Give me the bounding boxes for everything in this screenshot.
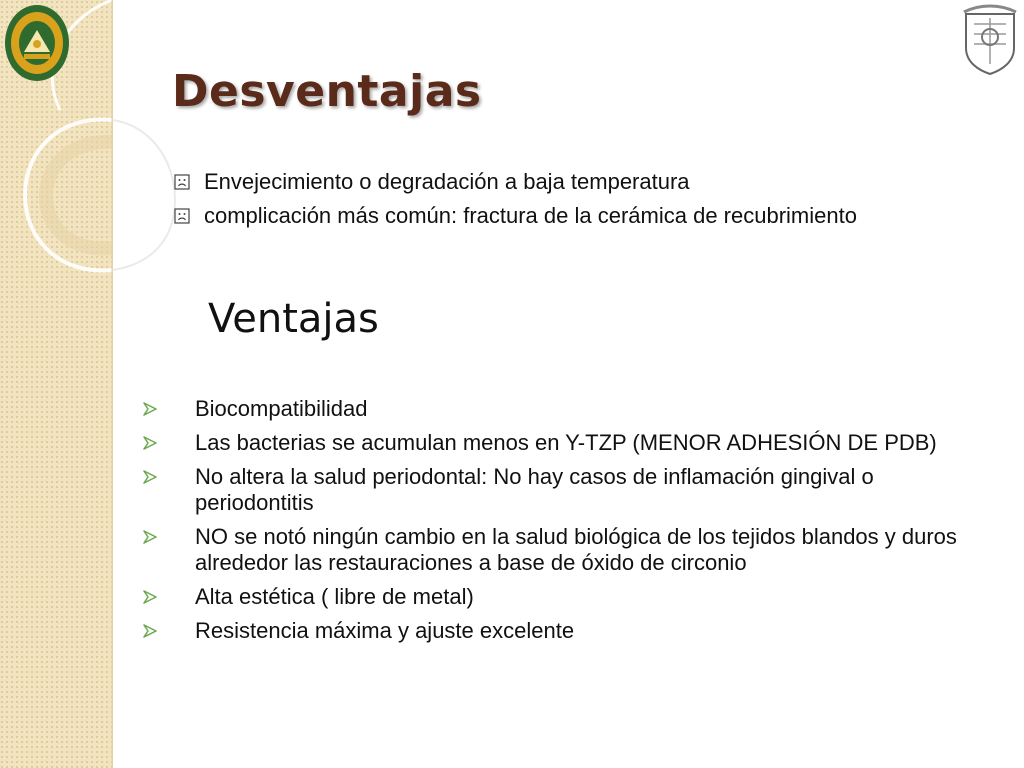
decorative-side-band — [0, 0, 113, 768]
arrow-right-bullet-icon — [143, 402, 157, 416]
list-item — [172, 168, 872, 196]
advantage-text: Las bacterias se acumulan menos en Y-TZP (MENOR ADHESIÓN DE PDB) — [195, 430, 937, 455]
arrow-right-bullet-icon — [143, 436, 157, 450]
advantage-text: No altera la salud periodontal: No hay casos de inflamación gingival o periodontitis — [195, 464, 874, 515]
arrow-right-bullet-icon — [143, 470, 157, 484]
arrow-right-bullet-icon — [143, 590, 157, 604]
arrow-right-bullet-icon — [143, 624, 157, 638]
disadvantage-text: complicación más común: fractura de la cerámica de recubrimiento — [204, 203, 857, 228]
list-item — [143, 396, 963, 422]
university-logo — [2, 2, 72, 84]
list-item — [143, 430, 963, 456]
frown-box-icon — [174, 174, 190, 190]
faculty-logo — [960, 4, 1020, 76]
list-item — [143, 464, 963, 516]
list-item — [143, 618, 963, 644]
faculty-ribbon — [964, 6, 1016, 12]
advantage-text: Alta estética ( libre de metal) — [195, 584, 474, 609]
advantages-list — [143, 396, 963, 652]
advantage-text: Resistencia máxima y ajuste excelente — [195, 618, 575, 643]
list-item — [172, 202, 872, 230]
list-item — [143, 584, 963, 610]
page-title: Desventajas — [172, 66, 482, 117]
logo-base — [24, 54, 50, 59]
section-title: Ventajas — [208, 296, 379, 342]
list-item — [143, 524, 963, 576]
advantage-text: Biocompatibilidad — [195, 396, 368, 421]
disadvantage-text: Envejecimiento o degradación a baja temperatura — [204, 169, 690, 194]
disadvantages-list — [172, 168, 872, 236]
frown-box-icon — [174, 208, 190, 224]
decorative-arc-ring-right — [112, 120, 175, 270]
advantage-text: NO se notó ningún cambio en la salud biológica de los tejidos blandos y duros alrededor las restauraciones a base de óxido de circonio — [195, 524, 957, 575]
logo-center-dot — [33, 40, 41, 48]
arrow-right-bullet-icon — [143, 530, 157, 544]
